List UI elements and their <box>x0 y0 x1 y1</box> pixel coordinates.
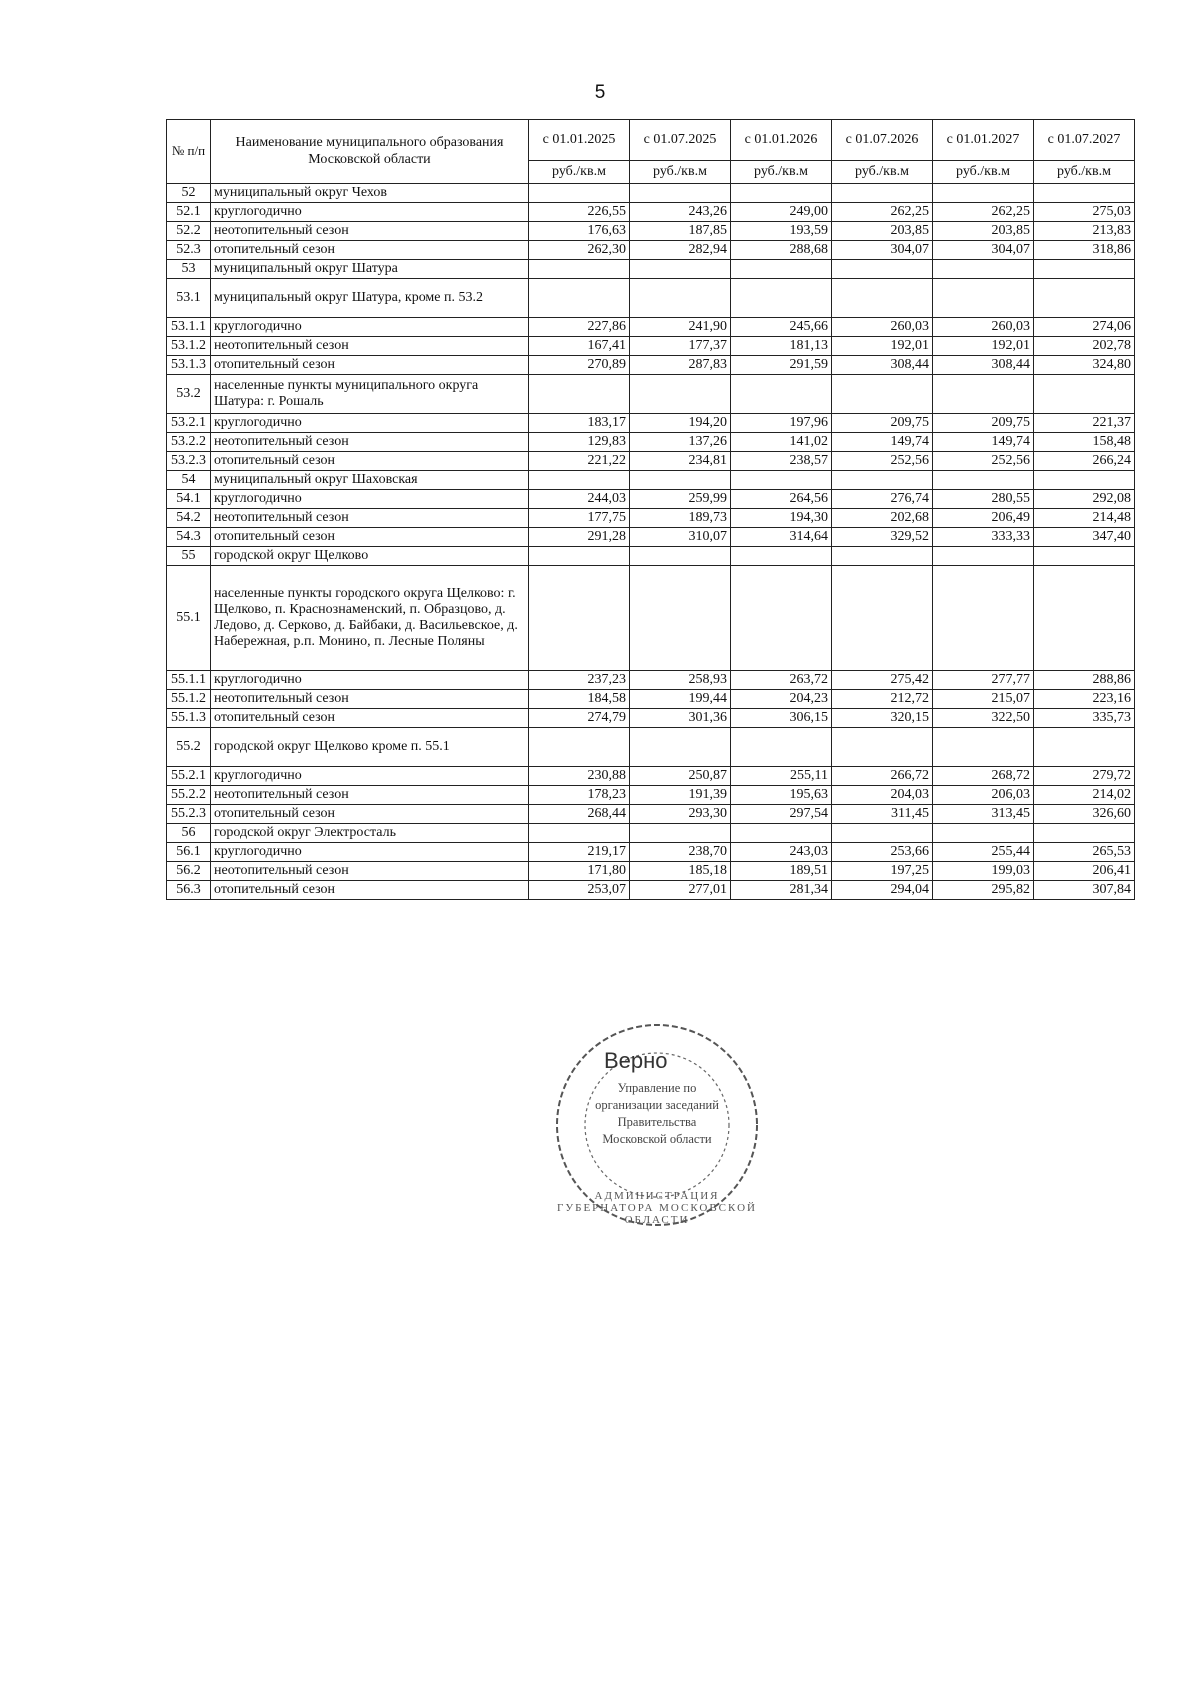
header-unit: руб./кв.м <box>529 161 630 184</box>
tariff-value: 260,03 <box>933 318 1034 337</box>
table-row <box>167 547 1135 566</box>
row-number: 53.1.3 <box>167 356 211 375</box>
tariff-value: 294,04 <box>832 881 933 900</box>
tariff-value: 307,84 <box>1034 881 1135 900</box>
tariff-value: 215,07 <box>933 690 1034 709</box>
tariff-value: 189,51 <box>731 862 832 881</box>
table-row <box>167 337 1135 356</box>
tariff-value: 243,26 <box>630 203 731 222</box>
table-row <box>167 824 1135 843</box>
tariff-value: 250,87 <box>630 767 731 786</box>
tariff-value: 204,23 <box>731 690 832 709</box>
header-date: с 01.01.2027 <box>933 120 1034 161</box>
tariff-value: 265,53 <box>1034 843 1135 862</box>
tariff-value <box>731 279 832 318</box>
tariff-value: 318,86 <box>1034 241 1135 260</box>
row-number: 53.2.3 <box>167 452 211 471</box>
tariff-value <box>933 279 1034 318</box>
row-name: муниципальный округ Шатура, кроме п. 53.2 <box>211 279 529 318</box>
tariff-value: 252,56 <box>832 452 933 471</box>
row-name: муниципальный округ Шаховская <box>211 471 529 490</box>
tariff-value: 320,15 <box>832 709 933 728</box>
tariff-value <box>1034 566 1135 671</box>
tariff-value: 199,44 <box>630 690 731 709</box>
tariff-value: 192,01 <box>933 337 1034 356</box>
tariff-value <box>832 824 933 843</box>
tariff-value: 244,03 <box>529 490 630 509</box>
row-number: 52.2 <box>167 222 211 241</box>
tariff-value <box>630 566 731 671</box>
tariff-value: 230,88 <box>529 767 630 786</box>
header-date: с 01.07.2025 <box>630 120 731 161</box>
tariff-value: 209,75 <box>933 414 1034 433</box>
tariff-value: 214,48 <box>1034 509 1135 528</box>
row-name: муниципальный округ Чехов <box>211 184 529 203</box>
tariff-value: 291,28 <box>529 528 630 547</box>
tariff-value: 308,44 <box>832 356 933 375</box>
table-row <box>167 375 1135 414</box>
tariff-value: 234,81 <box>630 452 731 471</box>
tariff-value: 329,52 <box>832 528 933 547</box>
tariff-value: 276,74 <box>832 490 933 509</box>
tariff-value: 249,00 <box>731 203 832 222</box>
tariff-value: 322,50 <box>933 709 1034 728</box>
header-name: Наименование муниципального образования Московской области <box>211 120 529 184</box>
row-name: населенные пункты муниципального округа Шатура: г. Рошаль <box>211 375 529 414</box>
tariff-value: 287,83 <box>630 356 731 375</box>
tariff-value: 206,49 <box>933 509 1034 528</box>
tariff-value: 167,41 <box>529 337 630 356</box>
certification-stamp <box>552 1020 762 1230</box>
tariff-value <box>1034 260 1135 279</box>
tariff-value <box>731 184 832 203</box>
tariff-value <box>1034 184 1135 203</box>
row-number: 53.2.2 <box>167 433 211 452</box>
row-number: 53.1.1 <box>167 318 211 337</box>
tariff-value: 266,72 <box>832 767 933 786</box>
tariff-value <box>933 260 1034 279</box>
tariff-value: 263,72 <box>731 671 832 690</box>
tariff-value: 241,90 <box>630 318 731 337</box>
row-number: 53.2.1 <box>167 414 211 433</box>
stamp-verno: Верно <box>604 1048 668 1073</box>
tariff-value: 277,77 <box>933 671 1034 690</box>
tariff-value <box>933 728 1034 767</box>
tariff-value: 255,44 <box>933 843 1034 862</box>
tariff-value <box>731 566 832 671</box>
tariff-value: 280,55 <box>933 490 1034 509</box>
row-name: городской округ Щелково кроме п. 55.1 <box>211 728 529 767</box>
tariff-value: 193,59 <box>731 222 832 241</box>
tariff-value: 306,15 <box>731 709 832 728</box>
tariff-value: 214,02 <box>1034 786 1135 805</box>
tariff-value <box>731 728 832 767</box>
tariff-value: 149,74 <box>933 433 1034 452</box>
tariff-value: 291,59 <box>731 356 832 375</box>
tariff-value <box>832 471 933 490</box>
tariff-value <box>832 566 933 671</box>
tariff-value <box>529 547 630 566</box>
tariff-value: 310,07 <box>630 528 731 547</box>
tariff-value: 293,30 <box>630 805 731 824</box>
tariff-value: 178,23 <box>529 786 630 805</box>
row-name: отопительный сезон <box>211 881 529 900</box>
tariff-value <box>731 824 832 843</box>
tariff-value: 304,07 <box>832 241 933 260</box>
row-name: городской округ Щелково <box>211 547 529 566</box>
header-unit: руб./кв.м <box>630 161 731 184</box>
tariff-value: 129,83 <box>529 433 630 452</box>
row-number: 52.3 <box>167 241 211 260</box>
tariff-value: 274,79 <box>529 709 630 728</box>
tariff-value: 333,33 <box>933 528 1034 547</box>
tariff-value: 227,86 <box>529 318 630 337</box>
tariff-value: 279,72 <box>1034 767 1135 786</box>
tariff-value <box>1034 471 1135 490</box>
tariff-value <box>731 375 832 414</box>
tariff-value: 202,68 <box>832 509 933 528</box>
table-row <box>167 728 1135 767</box>
tariff-value <box>529 824 630 843</box>
table-row <box>167 490 1135 509</box>
row-name: отопительный сезон <box>211 709 529 728</box>
table-row <box>167 709 1135 728</box>
tariff-value: 255,11 <box>731 767 832 786</box>
tariff-value: 275,42 <box>832 671 933 690</box>
table-row <box>167 241 1135 260</box>
tariff-value: 238,57 <box>731 452 832 471</box>
row-number: 52 <box>167 184 211 203</box>
header-date: с 01.01.2025 <box>529 120 630 161</box>
table-row <box>167 222 1135 241</box>
tariff-value: 253,07 <box>529 881 630 900</box>
tariff-value: 288,86 <box>1034 671 1135 690</box>
tariff-value <box>933 471 1034 490</box>
tariff-value <box>933 547 1034 566</box>
tariff-value: 347,40 <box>1034 528 1135 547</box>
tariff-value: 266,24 <box>1034 452 1135 471</box>
header-unit: руб./кв.м <box>933 161 1034 184</box>
tariff-value: 288,68 <box>731 241 832 260</box>
tariff-value: 158,48 <box>1034 433 1135 452</box>
tariff-value <box>630 471 731 490</box>
tariff-value <box>529 279 630 318</box>
header-unit: руб./кв.м <box>1034 161 1135 184</box>
page-number: 5 <box>594 82 606 103</box>
row-name: круглогодично <box>211 767 529 786</box>
table-row <box>167 356 1135 375</box>
tariff-value: 313,45 <box>933 805 1034 824</box>
table-row <box>167 805 1135 824</box>
row-name: отопительный сезон <box>211 452 529 471</box>
tariff-value: 192,01 <box>832 337 933 356</box>
tariff-value: 149,74 <box>832 433 933 452</box>
stamp-ring-text: АДМИНИСТРАЦИЯ ГУБЕРНАТОРА МОСКОВСКОЙ ОБЛАСТИ <box>557 1190 757 1226</box>
table-row <box>167 843 1135 862</box>
tariff-value: 245,66 <box>731 318 832 337</box>
row-name: городской округ Электросталь <box>211 824 529 843</box>
tariff-value <box>529 375 630 414</box>
row-name: отопительный сезон <box>211 805 529 824</box>
tariff-value: 197,96 <box>731 414 832 433</box>
tariff-value: 308,44 <box>933 356 1034 375</box>
row-number: 55.2.3 <box>167 805 211 824</box>
tariff-value: 203,85 <box>933 222 1034 241</box>
row-number: 55.1.1 <box>167 671 211 690</box>
tariff-value: 187,85 <box>630 222 731 241</box>
tariff-value: 177,37 <box>630 337 731 356</box>
table-row <box>167 671 1135 690</box>
row-number: 54.1 <box>167 490 211 509</box>
table-body <box>167 184 1135 900</box>
row-name: круглогодично <box>211 318 529 337</box>
tariff-value <box>933 824 1034 843</box>
tariff-value: 252,56 <box>933 452 1034 471</box>
row-name: круглогодично <box>211 843 529 862</box>
tariff-value: 304,07 <box>933 241 1034 260</box>
table-row <box>167 203 1135 222</box>
row-name: неотопительный сезон <box>211 862 529 881</box>
table-row <box>167 433 1135 452</box>
table-row <box>167 566 1135 671</box>
tariff-value: 262,30 <box>529 241 630 260</box>
tariff-value: 260,03 <box>832 318 933 337</box>
tariff-value: 219,17 <box>529 843 630 862</box>
row-name: неотопительный сезон <box>211 433 529 452</box>
tariff-value: 177,75 <box>529 509 630 528</box>
header-date: с 01.01.2026 <box>731 120 832 161</box>
tariff-value: 195,63 <box>731 786 832 805</box>
tariff-value: 253,66 <box>832 843 933 862</box>
table-row <box>167 690 1135 709</box>
tariff-value <box>630 279 731 318</box>
tariff-value: 137,26 <box>630 433 731 452</box>
tariff-value: 262,25 <box>933 203 1034 222</box>
tariff-value <box>529 260 630 279</box>
row-name: неотопительный сезон <box>211 222 529 241</box>
tariff-table <box>166 119 1135 900</box>
tariff-value: 212,72 <box>832 690 933 709</box>
header-date: с 01.07.2026 <box>832 120 933 161</box>
tariff-value <box>630 824 731 843</box>
row-name: круглогодично <box>211 671 529 690</box>
table-row <box>167 260 1135 279</box>
row-name: круглогодично <box>211 414 529 433</box>
tariff-value: 281,34 <box>731 881 832 900</box>
tariff-value: 209,75 <box>832 414 933 433</box>
tariff-value: 258,93 <box>630 671 731 690</box>
table-row <box>167 471 1135 490</box>
tariff-value: 181,13 <box>731 337 832 356</box>
tariff-value: 262,25 <box>832 203 933 222</box>
tariff-value <box>933 184 1034 203</box>
tariff-value: 243,03 <box>731 843 832 862</box>
table-header <box>167 120 1135 184</box>
tariff-value <box>832 279 933 318</box>
row-number: 54.2 <box>167 509 211 528</box>
row-number: 56.3 <box>167 881 211 900</box>
tariff-value: 277,01 <box>630 881 731 900</box>
table-row <box>167 184 1135 203</box>
tariff-value: 297,54 <box>731 805 832 824</box>
tariff-value <box>1034 728 1135 767</box>
tariff-value <box>832 728 933 767</box>
table-row <box>167 452 1135 471</box>
tariff-value: 238,70 <box>630 843 731 862</box>
tariff-value: 282,94 <box>630 241 731 260</box>
tariff-value: 221,37 <box>1034 414 1135 433</box>
tariff-value: 326,60 <box>1034 805 1135 824</box>
tariff-value: 264,56 <box>731 490 832 509</box>
row-number: 53.2 <box>167 375 211 414</box>
tariff-value: 176,63 <box>529 222 630 241</box>
tariff-value: 191,39 <box>630 786 731 805</box>
tariff-value <box>832 260 933 279</box>
table-row <box>167 318 1135 337</box>
row-number: 56.1 <box>167 843 211 862</box>
tariff-value <box>1034 824 1135 843</box>
tariff-value <box>832 547 933 566</box>
row-name: населенные пункты городского округа Щелково: г. Щелково, п. Краснознаменский, п. Образцово, д. Ледово, д. Серково, д. Байбаки, д. Васильевское, д. Набережная, р.п. Монино, п. Лесные Поляны <box>211 566 529 671</box>
tariff-value <box>1034 547 1135 566</box>
table-row <box>167 767 1135 786</box>
row-number: 54.3 <box>167 528 211 547</box>
row-number: 56.2 <box>167 862 211 881</box>
row-number: 53 <box>167 260 211 279</box>
header-num: № п/п <box>167 120 211 184</box>
tariff-value <box>933 375 1034 414</box>
tariff-value: 295,82 <box>933 881 1034 900</box>
tariff-value: 270,89 <box>529 356 630 375</box>
header-date: с 01.07.2027 <box>1034 120 1135 161</box>
tariff-value: 314,64 <box>731 528 832 547</box>
tariff-value: 226,55 <box>529 203 630 222</box>
tariff-value: 213,83 <box>1034 222 1135 241</box>
tariff-value <box>630 375 731 414</box>
tariff-value: 185,18 <box>630 862 731 881</box>
row-number: 55.2.2 <box>167 786 211 805</box>
row-number: 56 <box>167 824 211 843</box>
row-name: круглогодично <box>211 203 529 222</box>
tariff-value: 189,73 <box>630 509 731 528</box>
row-name: неотопительный сезон <box>211 786 529 805</box>
header-unit: руб./кв.м <box>832 161 933 184</box>
row-number: 55 <box>167 547 211 566</box>
row-name: неотопительный сезон <box>211 509 529 528</box>
row-number: 55.2.1 <box>167 767 211 786</box>
tariff-value <box>731 260 832 279</box>
tariff-value: 268,44 <box>529 805 630 824</box>
tariff-value <box>529 471 630 490</box>
tariff-value: 206,03 <box>933 786 1034 805</box>
tariff-value <box>1034 279 1135 318</box>
tariff-value: 259,99 <box>630 490 731 509</box>
row-number: 55.1 <box>167 566 211 671</box>
table-row <box>167 279 1135 318</box>
row-number: 53.1 <box>167 279 211 318</box>
row-number: 52.1 <box>167 203 211 222</box>
row-number: 55.1.3 <box>167 709 211 728</box>
tariff-value <box>630 547 731 566</box>
tariff-value: 202,78 <box>1034 337 1135 356</box>
tariff-value: 223,16 <box>1034 690 1135 709</box>
tariff-value <box>529 566 630 671</box>
tariff-value <box>529 184 630 203</box>
tariff-value <box>630 728 731 767</box>
tariff-value <box>630 184 731 203</box>
tariff-value <box>933 566 1034 671</box>
tariff-value <box>832 184 933 203</box>
table-row <box>167 509 1135 528</box>
table-row <box>167 881 1135 900</box>
tariff-value: 292,08 <box>1034 490 1135 509</box>
row-name: муниципальный округ Шатура <box>211 260 529 279</box>
tariff-value: 141,02 <box>731 433 832 452</box>
tariff-value <box>1034 375 1135 414</box>
tariff-value <box>731 547 832 566</box>
table-row <box>167 786 1135 805</box>
header-unit: руб./кв.м <box>731 161 832 184</box>
row-name: круглогодично <box>211 490 529 509</box>
row-number: 55.2 <box>167 728 211 767</box>
tariff-value: 183,17 <box>529 414 630 433</box>
tariff-value: 199,03 <box>933 862 1034 881</box>
tariff-value <box>529 728 630 767</box>
tariff-value: 275,03 <box>1034 203 1135 222</box>
tariff-value: 194,30 <box>731 509 832 528</box>
table-row <box>167 528 1135 547</box>
tariff-value: 221,22 <box>529 452 630 471</box>
stamp-inner-text: Управление по организации заседаний Правительства Московской области <box>595 1081 719 1146</box>
tariff-value <box>832 375 933 414</box>
tariff-value: 206,41 <box>1034 862 1135 881</box>
tariff-value: 301,36 <box>630 709 731 728</box>
row-number: 55.1.2 <box>167 690 211 709</box>
tariff-value: 194,20 <box>630 414 731 433</box>
tariff-value: 197,25 <box>832 862 933 881</box>
table-row <box>167 414 1135 433</box>
tariff-value: 324,80 <box>1034 356 1135 375</box>
tariff-value: 204,03 <box>832 786 933 805</box>
table-row <box>167 862 1135 881</box>
tariff-value: 335,73 <box>1034 709 1135 728</box>
tariff-value <box>630 260 731 279</box>
tariff-value: 274,06 <box>1034 318 1135 337</box>
row-name: неотопительный сезон <box>211 337 529 356</box>
row-name: отопительный сезон <box>211 356 529 375</box>
tariff-value: 237,23 <box>529 671 630 690</box>
row-name: отопительный сезон <box>211 528 529 547</box>
tariff-value: 171,80 <box>529 862 630 881</box>
tariff-value <box>731 471 832 490</box>
tariff-value: 184,58 <box>529 690 630 709</box>
tariff-value: 203,85 <box>832 222 933 241</box>
row-name: отопительный сезон <box>211 241 529 260</box>
row-number: 54 <box>167 471 211 490</box>
row-name: неотопительный сезон <box>211 690 529 709</box>
tariff-value: 268,72 <box>933 767 1034 786</box>
tariff-value: 311,45 <box>832 805 933 824</box>
row-number: 53.1.2 <box>167 337 211 356</box>
